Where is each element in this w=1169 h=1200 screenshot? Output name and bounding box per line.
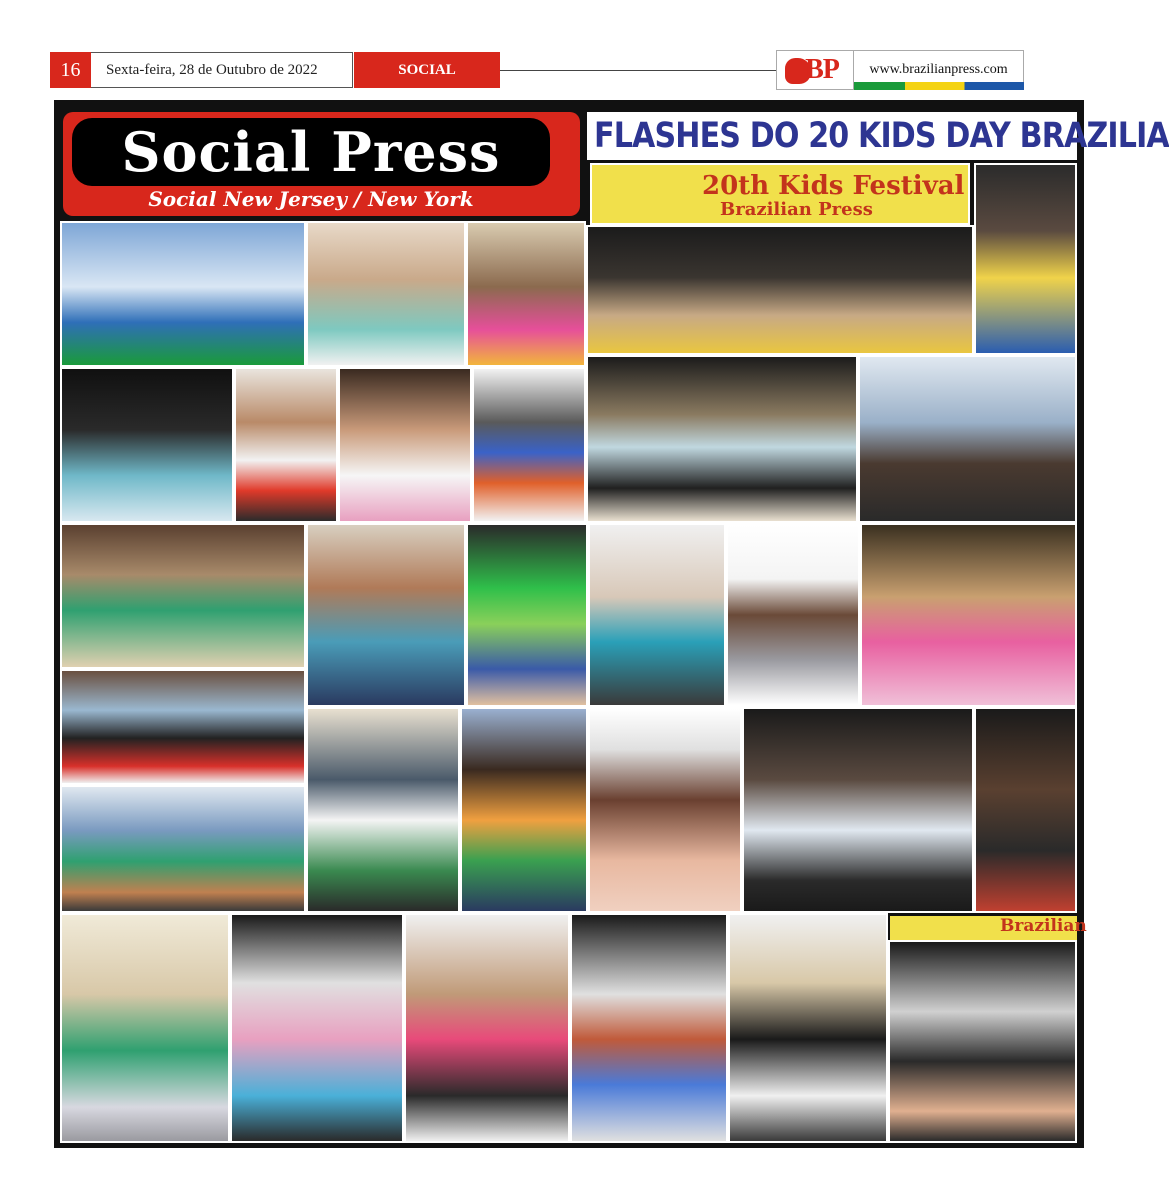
photo (858, 355, 1077, 523)
photo (860, 523, 1077, 707)
masthead-subtitle: Social New Jersey / New York (148, 187, 474, 211)
photo (586, 225, 974, 355)
banner-subtitle: Brazilian Press (720, 199, 873, 220)
header-rule (500, 70, 776, 71)
photo (974, 163, 1077, 355)
photo (60, 367, 234, 523)
photo (726, 523, 860, 707)
photo (472, 367, 586, 523)
banner-small-text: Brazilian (1000, 916, 1087, 936)
photo (230, 913, 404, 1143)
photo (460, 707, 588, 913)
photo (60, 221, 306, 367)
photo (306, 523, 466, 707)
banner-title: 20th Kids Festival (702, 171, 965, 201)
brand-logo[interactable] (776, 50, 854, 90)
photo (60, 523, 306, 669)
page-number: 16 (50, 52, 91, 88)
photo (570, 913, 728, 1143)
photo (338, 367, 472, 523)
photo (588, 707, 742, 913)
photo (234, 367, 338, 523)
photo (888, 940, 1077, 1143)
website-link[interactable]: www.brazilianpress.com (854, 50, 1024, 90)
photo (728, 913, 888, 1143)
photo (306, 221, 466, 367)
photo (60, 785, 306, 913)
issue-date: Sexta-feira, 28 de Outubro de 2022 (91, 52, 353, 88)
photo (742, 707, 974, 913)
photo (466, 221, 586, 367)
article-headline: FLASHES DO 20 KIDS DAY BRAZILIA (594, 116, 1169, 156)
photo (586, 355, 858, 523)
photo (466, 523, 588, 707)
flag-stripe (854, 82, 1024, 90)
festival-banner-small (890, 916, 1087, 940)
masthead-title: Social Press (72, 118, 550, 186)
photo (60, 669, 306, 785)
photo (306, 707, 460, 913)
photo (588, 523, 726, 707)
photo (60, 913, 230, 1143)
festival-banner (590, 163, 970, 225)
section-label: SOCIAL (354, 52, 500, 88)
logo-text: BP (805, 54, 839, 85)
photo (404, 913, 570, 1143)
photo (974, 707, 1077, 913)
